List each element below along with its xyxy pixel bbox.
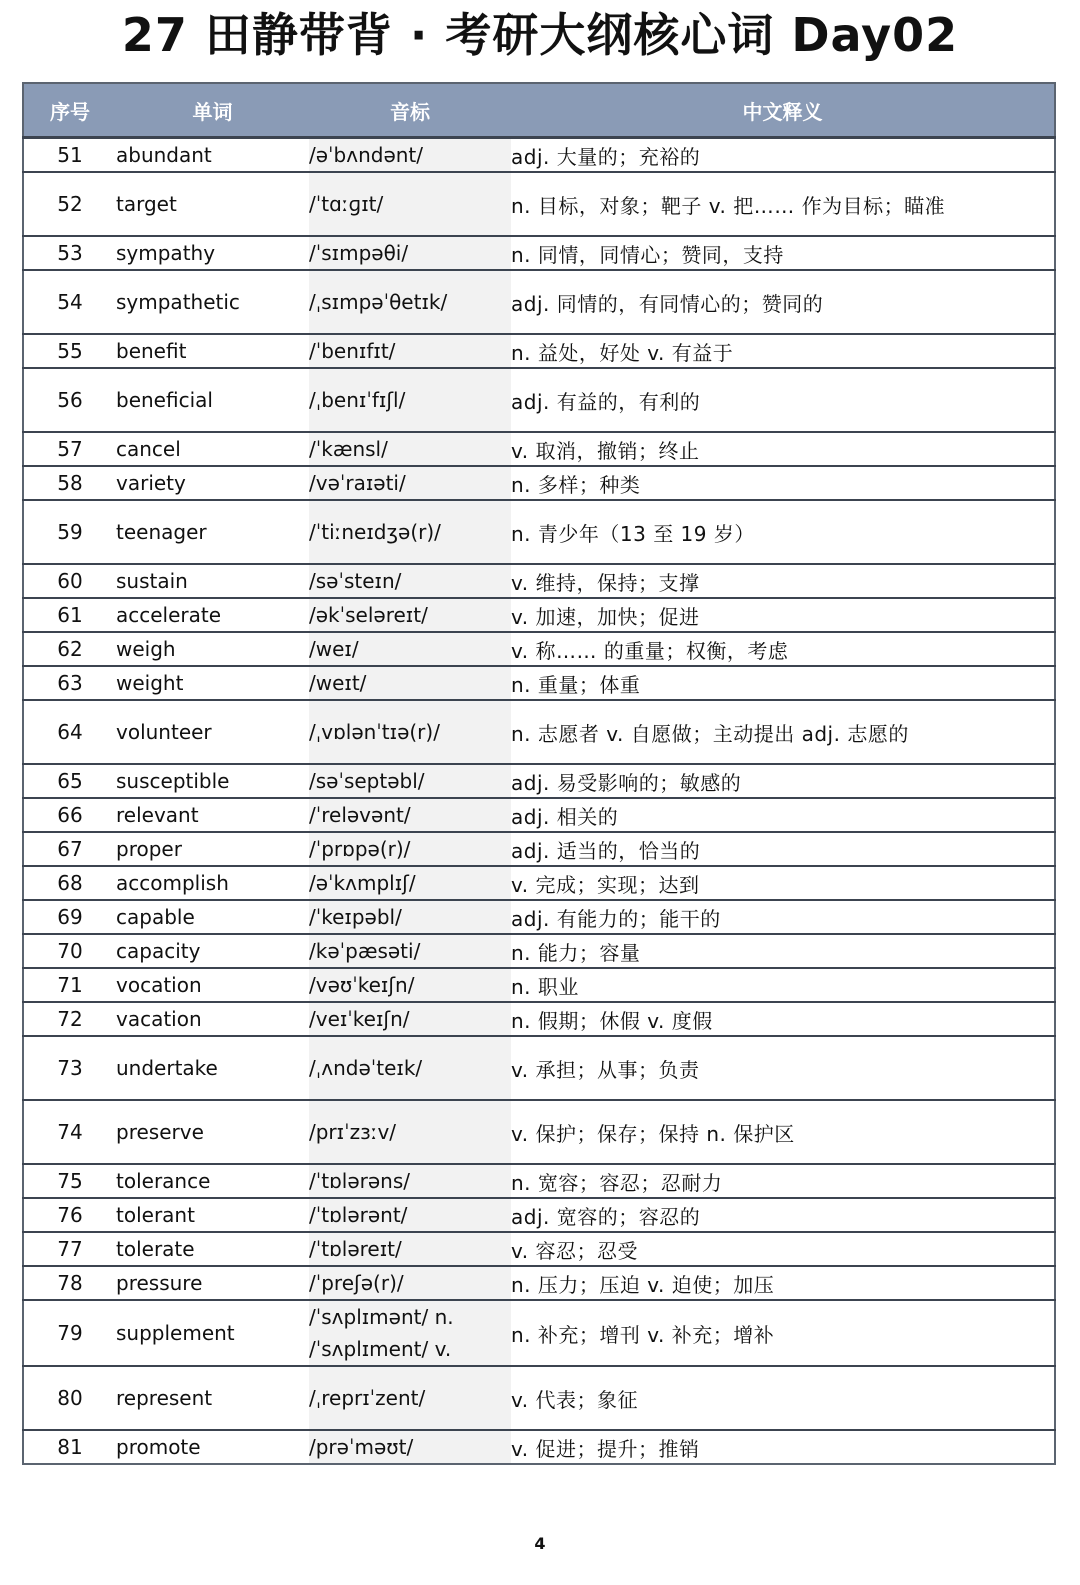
row-number: 66 — [23, 798, 116, 832]
row-word: sympathetic — [116, 270, 309, 334]
row-phonetic — [309, 368, 511, 432]
row-definition: n. 补充；增刊 v. 补充；增补 — [511, 1300, 1055, 1366]
row-word: represent — [116, 1366, 309, 1430]
row-definition: adj. 易受影响的；敏感的 — [511, 764, 1055, 798]
row-phonetic — [309, 1300, 511, 1366]
table-row — [23, 1266, 1055, 1300]
row-number: 79 — [23, 1300, 116, 1366]
row-number: 69 — [23, 900, 116, 934]
table-row — [23, 368, 1055, 432]
phonetic-line: /ˈtɒlərənt/ — [309, 1203, 408, 1227]
row-number: 75 — [23, 1164, 116, 1198]
phonetic-line: /ˌbenɪˈfɪʃl/ — [309, 388, 406, 412]
row-number: 58 — [23, 466, 116, 500]
row-phonetic — [309, 1366, 511, 1430]
phonetic-line: /ˈpreʃə(r)/ — [309, 1271, 404, 1295]
phonetic-line: /ˈtiːneɪdʒə(r)/ — [309, 520, 441, 544]
row-phonetic — [309, 598, 511, 632]
row-phonetic — [309, 832, 511, 866]
row-phonetic — [309, 1164, 511, 1198]
row-definition: v. 取消，撤销；终止 — [511, 432, 1055, 466]
row-definition: adj. 相关的 — [511, 798, 1055, 832]
row-number: 53 — [23, 236, 116, 270]
row-phonetic — [309, 1430, 511, 1464]
phonetic-line: /vəʊˈkeɪʃn/ — [309, 973, 415, 997]
row-definition: v. 完成；实现；达到 — [511, 866, 1055, 900]
row-definition: v. 容忍；忍受 — [511, 1232, 1055, 1266]
phonetic-line: /ˈkænsl/ — [309, 437, 388, 461]
row-word: pressure — [116, 1266, 309, 1300]
row-number: 55 — [23, 334, 116, 368]
table-row — [23, 1100, 1055, 1164]
row-definition: n. 能力；容量 — [511, 934, 1055, 968]
row-phonetic — [309, 172, 511, 236]
row-word: beneficial — [116, 368, 309, 432]
row-number: 67 — [23, 832, 116, 866]
row-phonetic — [309, 900, 511, 934]
page-title: 27 田静带背 · 考研大纲核心词 Day02 — [121, 8, 959, 62]
row-number: 71 — [23, 968, 116, 1002]
phonetic-line: /ˈtɒlərəns/ — [309, 1169, 410, 1193]
row-phonetic — [309, 1198, 511, 1232]
table-row — [23, 500, 1055, 564]
row-word: sympathy — [116, 236, 309, 270]
row-definition: n. 宽容；容忍；忍耐力 — [511, 1164, 1055, 1198]
row-phonetic — [309, 934, 511, 968]
table-row — [23, 764, 1055, 798]
phonetic-line: /ˌsɪmpəˈθetɪk/ — [309, 290, 448, 314]
table-row — [23, 172, 1055, 236]
row-phonetic — [309, 798, 511, 832]
row-number: 56 — [23, 368, 116, 432]
row-number: 63 — [23, 666, 116, 700]
table-row — [23, 1366, 1055, 1430]
row-definition: adj. 同情的，有同情心的；赞同的 — [511, 270, 1055, 334]
row-word: cancel — [116, 432, 309, 466]
row-phonetic — [309, 432, 511, 466]
row-phonetic — [309, 466, 511, 500]
page-number: 4 — [534, 1534, 546, 1553]
row-number: 80 — [23, 1366, 116, 1430]
table-row — [23, 1164, 1055, 1198]
table-row — [23, 700, 1055, 764]
table-row — [23, 564, 1055, 598]
row-word: accomplish — [116, 866, 309, 900]
phonetic-line: /kəˈpæsəti/ — [309, 939, 421, 963]
row-word: tolerant — [116, 1198, 309, 1232]
phonetic-line: /veɪˈkeɪʃn/ — [309, 1007, 410, 1031]
row-word: tolerate — [116, 1232, 309, 1266]
row-number: 51 — [23, 138, 116, 173]
row-word: supplement — [116, 1300, 309, 1366]
row-definition: n. 假期；休假 v. 度假 — [511, 1002, 1055, 1036]
phonetic-line: /ˈtɒləreɪt/ — [309, 1237, 402, 1261]
phonetic-line: /ˈprɒpə(r)/ — [309, 837, 411, 861]
row-number: 68 — [23, 866, 116, 900]
row-definition: n. 压力；压迫 v. 迫使；加压 — [511, 1266, 1055, 1300]
vocabulary-table — [22, 82, 1056, 1465]
table-row — [23, 934, 1055, 968]
row-phonetic — [309, 1002, 511, 1036]
header-number: 序号 — [23, 83, 116, 138]
phonetic-line: /əkˈseləreɪt/ — [309, 603, 428, 627]
header-word: 单词 — [116, 83, 309, 138]
phonetic-line: /ˈtɑːɡɪt/ — [309, 192, 384, 216]
row-number: 62 — [23, 632, 116, 666]
row-phonetic — [309, 1232, 511, 1266]
row-word: accelerate — [116, 598, 309, 632]
phonetic-line: /əˈkʌmplɪʃ/ — [309, 871, 416, 895]
row-word: preserve — [116, 1100, 309, 1164]
table-row — [23, 1198, 1055, 1232]
row-number: 64 — [23, 700, 116, 764]
row-definition: v. 称…… 的重量；权衡，考虑 — [511, 632, 1055, 666]
row-definition: n. 职业 — [511, 968, 1055, 1002]
row-definition: adj. 适当的，恰当的 — [511, 832, 1055, 866]
row-phonetic — [309, 700, 511, 764]
row-number: 72 — [23, 1002, 116, 1036]
row-phonetic — [309, 236, 511, 270]
row-definition: n. 志愿者 v. 自愿做；主动提出 adj. 志愿的 — [511, 700, 1055, 764]
row-word: vacation — [116, 1002, 309, 1036]
phonetic-line: /əˈbʌndənt/ — [309, 143, 424, 167]
phonetic-line: /vəˈraɪəti/ — [309, 471, 406, 495]
row-phonetic — [309, 1100, 511, 1164]
row-word: promote — [116, 1435, 201, 1459]
row-number: 70 — [23, 934, 116, 968]
row-number: 73 — [23, 1036, 116, 1100]
row-word: volunteer — [116, 700, 309, 764]
table-row — [23, 138, 1055, 173]
row-definition: adj. 宽容的；容忍的 — [511, 1198, 1055, 1232]
row-definition: v. 促进；提升；推销 — [511, 1436, 700, 1461]
row-word: relevant — [116, 798, 309, 832]
row-word: undertake — [116, 1036, 309, 1100]
row-number: 65 — [23, 764, 116, 798]
row-phonetic — [309, 1036, 511, 1100]
phonetic-line: /ˌvɒlənˈtɪə(r)/ — [309, 720, 440, 744]
table-row — [23, 832, 1055, 866]
phonetic-line: /weɪ/ — [309, 637, 359, 661]
table-row — [23, 466, 1055, 500]
table-row — [23, 1002, 1055, 1036]
row-number: 76 — [23, 1198, 116, 1232]
row-word: vocation — [116, 968, 309, 1002]
row-word: proper — [116, 832, 309, 866]
phonetic-line: /ˈsʌplɪment/ v. — [309, 1337, 452, 1361]
row-phonetic — [309, 1266, 511, 1300]
header-definition: 中文释义 — [511, 83, 1055, 138]
table-row — [23, 1430, 1055, 1464]
row-word: sustain — [116, 564, 309, 598]
row-phonetic — [309, 500, 511, 564]
row-phonetic — [309, 866, 511, 900]
table-row — [23, 236, 1055, 270]
table-row — [23, 334, 1055, 368]
row-phonetic — [309, 968, 511, 1002]
row-number: 59 — [23, 500, 116, 564]
phonetic-line: /ˈkeɪpəbl/ — [309, 905, 402, 929]
table-row — [23, 598, 1055, 632]
row-definition: v. 加速，加快；促进 — [511, 598, 1055, 632]
row-number: 74 — [23, 1100, 116, 1164]
row-phonetic — [309, 334, 511, 368]
row-definition: v. 维持，保持；支撑 — [511, 564, 1055, 598]
row-word: weigh — [116, 632, 309, 666]
phonetic-line: /ˌreprɪˈzent/ — [309, 1386, 426, 1410]
row-number: 61 — [23, 598, 116, 632]
table-row — [23, 798, 1055, 832]
table-row — [23, 432, 1055, 466]
phonetic-line: /weɪt/ — [309, 671, 367, 695]
row-number: 81 — [57, 1435, 83, 1459]
row-phonetic — [309, 138, 511, 173]
row-definition: adj. 有益的，有利的 — [511, 368, 1055, 432]
row-definition: n. 益处，好处 v. 有益于 — [511, 334, 1055, 368]
row-definition: n. 多样；种类 — [511, 466, 1055, 500]
table-row — [23, 1232, 1055, 1266]
row-phonetic — [309, 632, 511, 666]
row-phonetic — [309, 270, 511, 334]
phonetic-line: /prɪˈzɜːv/ — [309, 1120, 397, 1144]
row-word: capable — [116, 900, 309, 934]
row-word: capacity — [116, 934, 309, 968]
row-word: target — [116, 172, 309, 236]
phonetic-line: /səˈseptəbl/ — [309, 769, 425, 793]
row-word: weight — [116, 666, 309, 700]
row-phonetic — [309, 564, 511, 598]
row-definition: n. 目标，对象；靶子 v. 把…… 作为目标；瞄准 — [511, 172, 1055, 236]
row-word: benefit — [116, 334, 309, 368]
row-phonetic — [309, 764, 511, 798]
row-number: 57 — [23, 432, 116, 466]
phonetic-line: /ˌʌndəˈteɪk/ — [309, 1056, 423, 1080]
table-row — [23, 270, 1055, 334]
table-body — [23, 138, 1055, 1465]
table-row — [23, 866, 1055, 900]
phonetic-line: /səˈsteɪn/ — [309, 569, 402, 593]
table-row — [23, 666, 1055, 700]
row-definition: adj. 大量的；充裕的 — [511, 138, 1055, 173]
row-word: susceptible — [116, 764, 309, 798]
row-number: 60 — [23, 564, 116, 598]
row-number: 52 — [23, 172, 116, 236]
row-definition: n. 重量；体重 — [511, 666, 1055, 700]
table-header-row — [23, 83, 1055, 138]
row-definition: adj. 有能力的；能干的 — [511, 900, 1055, 934]
phonetic-line: /ˈsɪmpəθi/ — [309, 241, 409, 265]
phonetic-line: /prəˈməʊt/ — [309, 1435, 414, 1459]
row-word: teenager — [116, 500, 309, 564]
table-row — [23, 900, 1055, 934]
row-definition: v. 保护；保存；保持 n. 保护区 — [511, 1100, 1055, 1164]
table-row — [23, 1036, 1055, 1100]
row-word: abundant — [116, 138, 309, 173]
row-definition: n. 青少年（13 至 19 岁） — [511, 500, 1055, 564]
row-word: variety — [116, 466, 309, 500]
row-definition: v. 承担；从事；负责 — [511, 1036, 1055, 1100]
row-phonetic — [309, 666, 511, 700]
row-definition: n. 同情，同情心；赞同，支持 — [511, 236, 1055, 270]
table-row — [23, 632, 1055, 666]
phonetic-line: /ˈsʌplɪmənt/ n. — [309, 1305, 454, 1329]
row-word: tolerance — [116, 1164, 309, 1198]
row-number: 54 — [23, 270, 116, 334]
phonetic-line: /ˈbenɪfɪt/ — [309, 339, 396, 363]
header-phonetic: 音标 — [309, 83, 511, 138]
row-number: 78 — [23, 1266, 116, 1300]
phonetic-line: /ˈreləvənt/ — [309, 803, 411, 827]
table-row — [23, 1300, 1055, 1366]
row-number: 77 — [23, 1232, 116, 1266]
table-row — [23, 968, 1055, 1002]
row-definition: v. 代表；象征 — [511, 1366, 1055, 1430]
